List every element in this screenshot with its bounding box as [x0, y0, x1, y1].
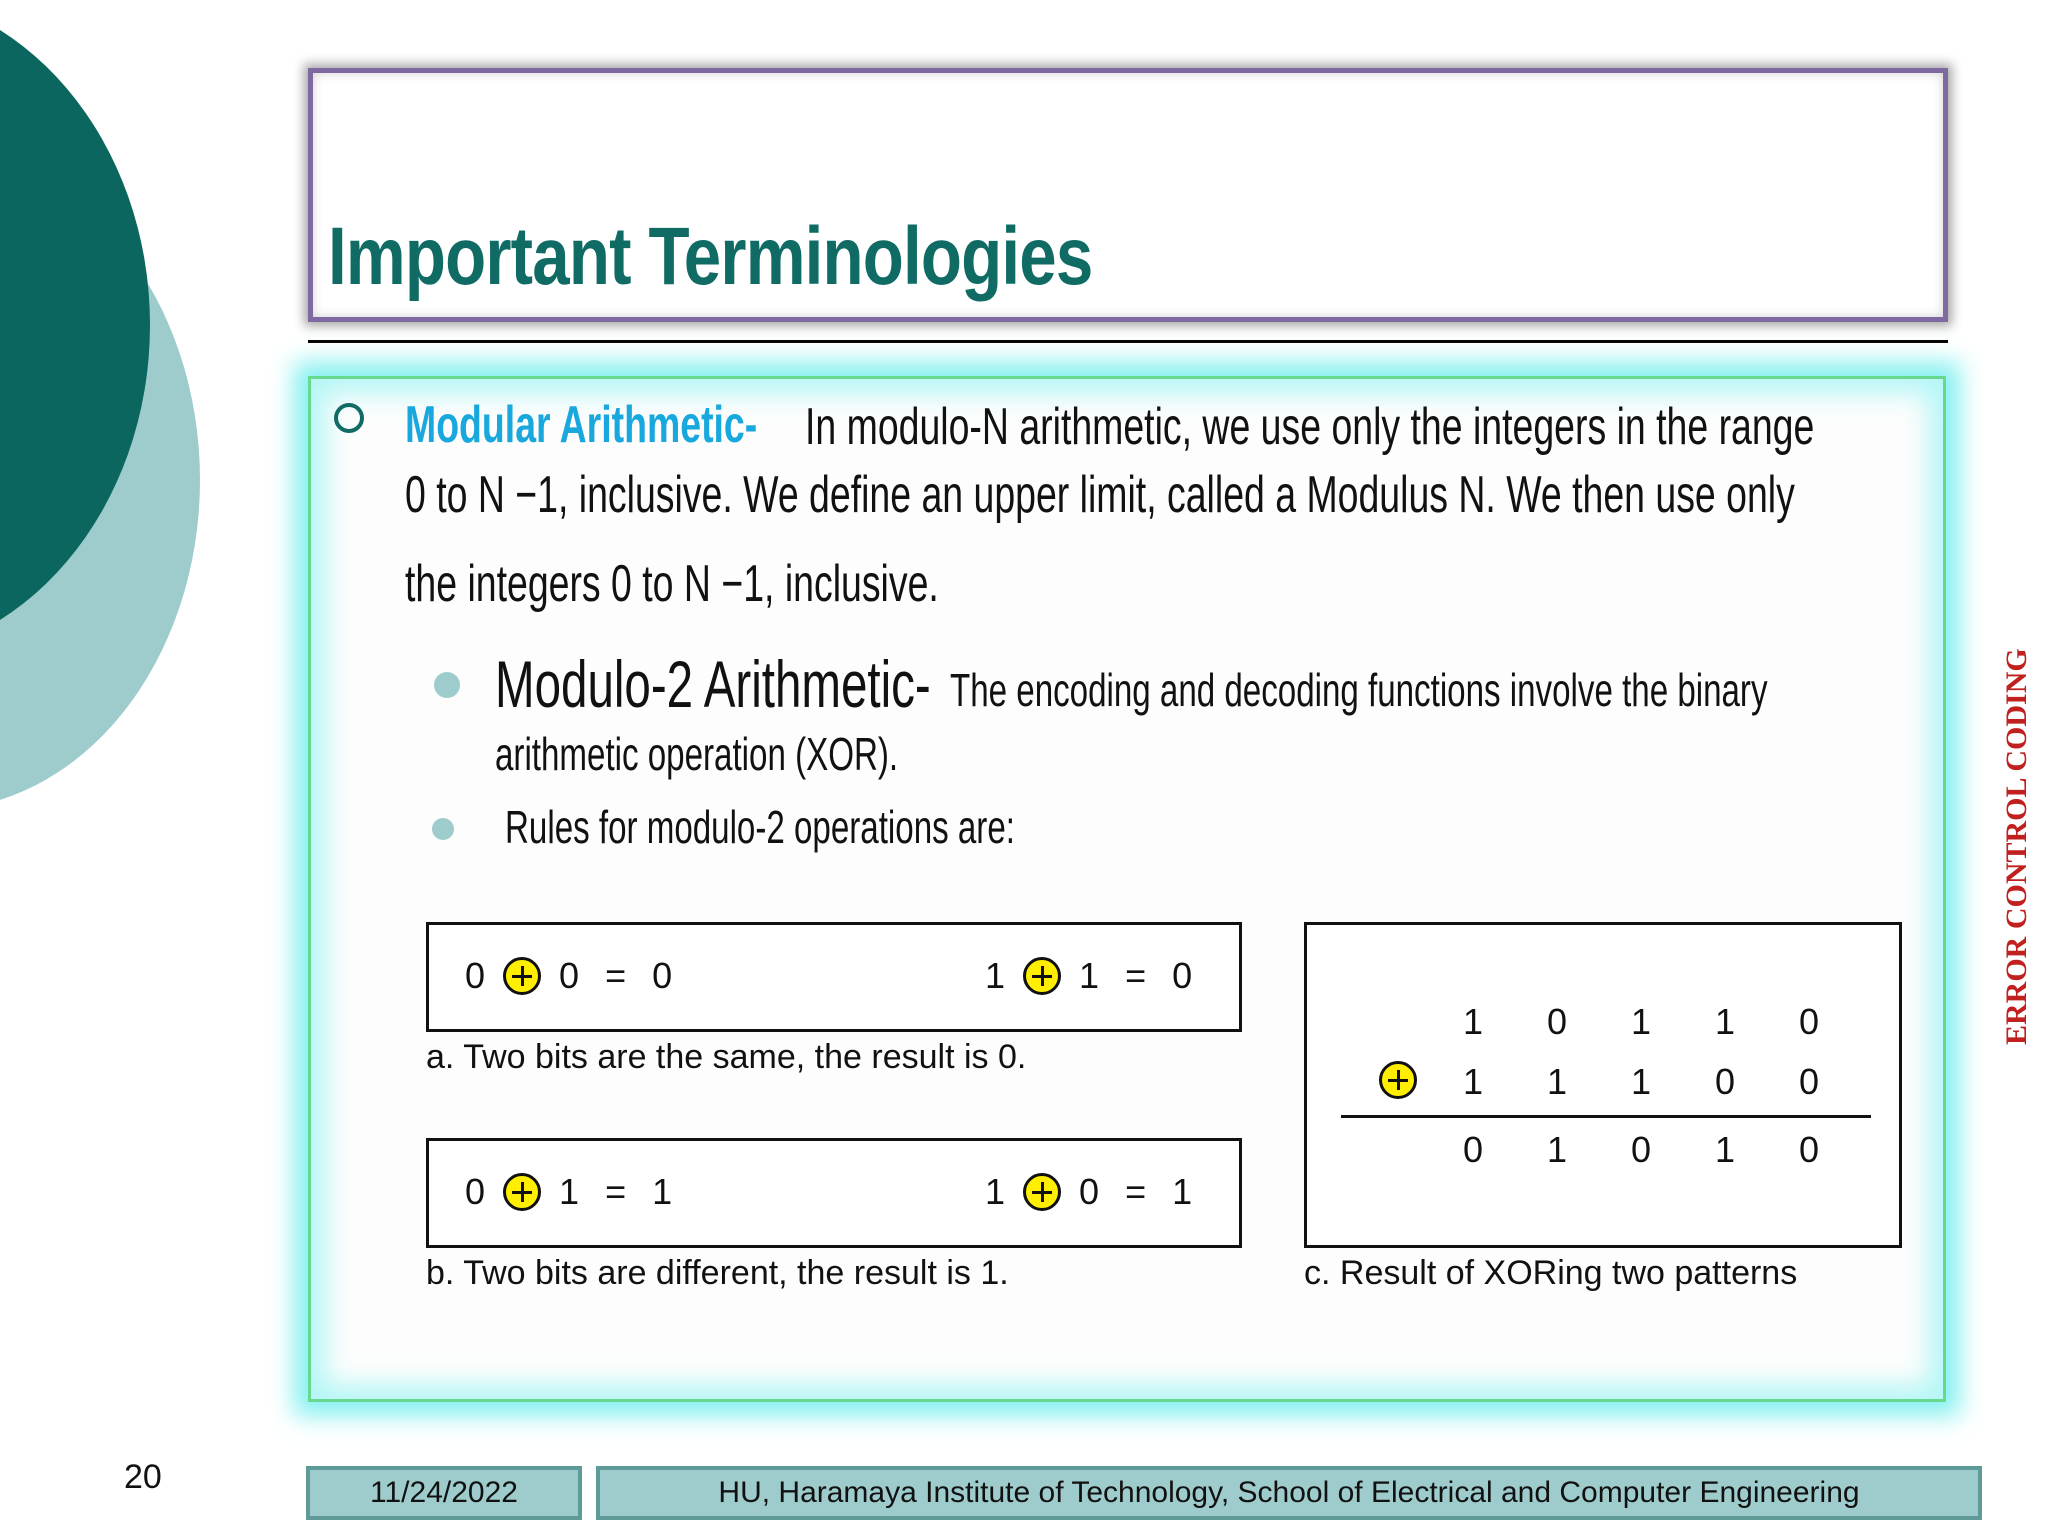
- equation: 0 1 = 1: [465, 1171, 673, 1212]
- bit: 0: [1462, 1129, 1484, 1170]
- bullet-ring-icon: [334, 403, 364, 433]
- bit: 0: [1714, 1061, 1736, 1102]
- modular-text-line-2: 0 to N −1, inclusive. We define an upper limit, called a Modulus N. We then use only: [405, 466, 1795, 524]
- title-divider: [308, 340, 1948, 343]
- bit: 1: [1462, 1061, 1484, 1102]
- equation: 1 1 = 0: [985, 955, 1193, 996]
- bit: 1: [1630, 1061, 1652, 1102]
- modulo2-term: Modulo-2 Arithmetic-: [495, 647, 931, 721]
- bit: 1: [1714, 1129, 1736, 1170]
- modulo2-description-line-2: arithmetic operation (XOR).: [495, 728, 899, 780]
- figure-c-box: [1304, 922, 1902, 1248]
- bit: 0: [1546, 1001, 1568, 1042]
- bit: 1: [1546, 1061, 1568, 1102]
- modulo2-description: The encoding and decoding functions involve the binary: [950, 664, 1768, 716]
- slide-number: 20: [124, 1458, 162, 1496]
- modular-text-line-3: the integers 0 to N −1, inclusive.: [405, 555, 939, 613]
- xor-icon: [1379, 1061, 1417, 1099]
- equation: 0 0 = 0: [465, 955, 673, 996]
- footer-organization: HU, Haramaya Institute of Technology, School of Electrical and Computer Engineering: [596, 1466, 1982, 1520]
- bit: 0: [1798, 1129, 1820, 1170]
- sum-line: [1341, 1115, 1871, 1118]
- figure-c-caption: c. Result of XORing two patterns: [1304, 1254, 1798, 1292]
- side-label: ERROR CONTROL CODING: [2000, 648, 2033, 1045]
- footer-date: 11/24/2022: [306, 1466, 582, 1520]
- xor-icon: [503, 1173, 541, 1211]
- figure-a-caption: a. Two bits are the same, the result is 0.: [426, 1038, 1027, 1076]
- bit: 1: [1546, 1129, 1568, 1170]
- bit: 0: [1798, 1001, 1820, 1042]
- bit: 1: [1630, 1001, 1652, 1042]
- slide-title: Important Terminologies: [328, 211, 1093, 302]
- figure-b-box: [426, 1138, 1242, 1248]
- equation: 1 0 = 1: [985, 1171, 1193, 1212]
- xor-icon: [1023, 1173, 1061, 1211]
- bullet-dot-icon: [434, 672, 460, 698]
- modular-term: Modular Arithmetic-: [405, 396, 758, 454]
- modular-text-line-1: In modulo-N arithmetic, we use only the integers in the range: [805, 398, 1815, 456]
- bullet-dot-icon: [432, 818, 454, 840]
- bit: 1: [1714, 1001, 1736, 1042]
- xor-icon: [503, 957, 541, 995]
- content-frame: [308, 376, 1946, 1402]
- rules-text: Rules for modulo-2 operations are:: [505, 801, 1015, 853]
- bit: 1: [1462, 1001, 1484, 1042]
- figure-b-caption: b. Two bits are different, the result is 1.: [426, 1254, 1009, 1292]
- bit: 0: [1798, 1061, 1820, 1102]
- xor-icon: [1023, 957, 1061, 995]
- bit: 0: [1630, 1129, 1652, 1170]
- figure-a-box: [426, 922, 1242, 1032]
